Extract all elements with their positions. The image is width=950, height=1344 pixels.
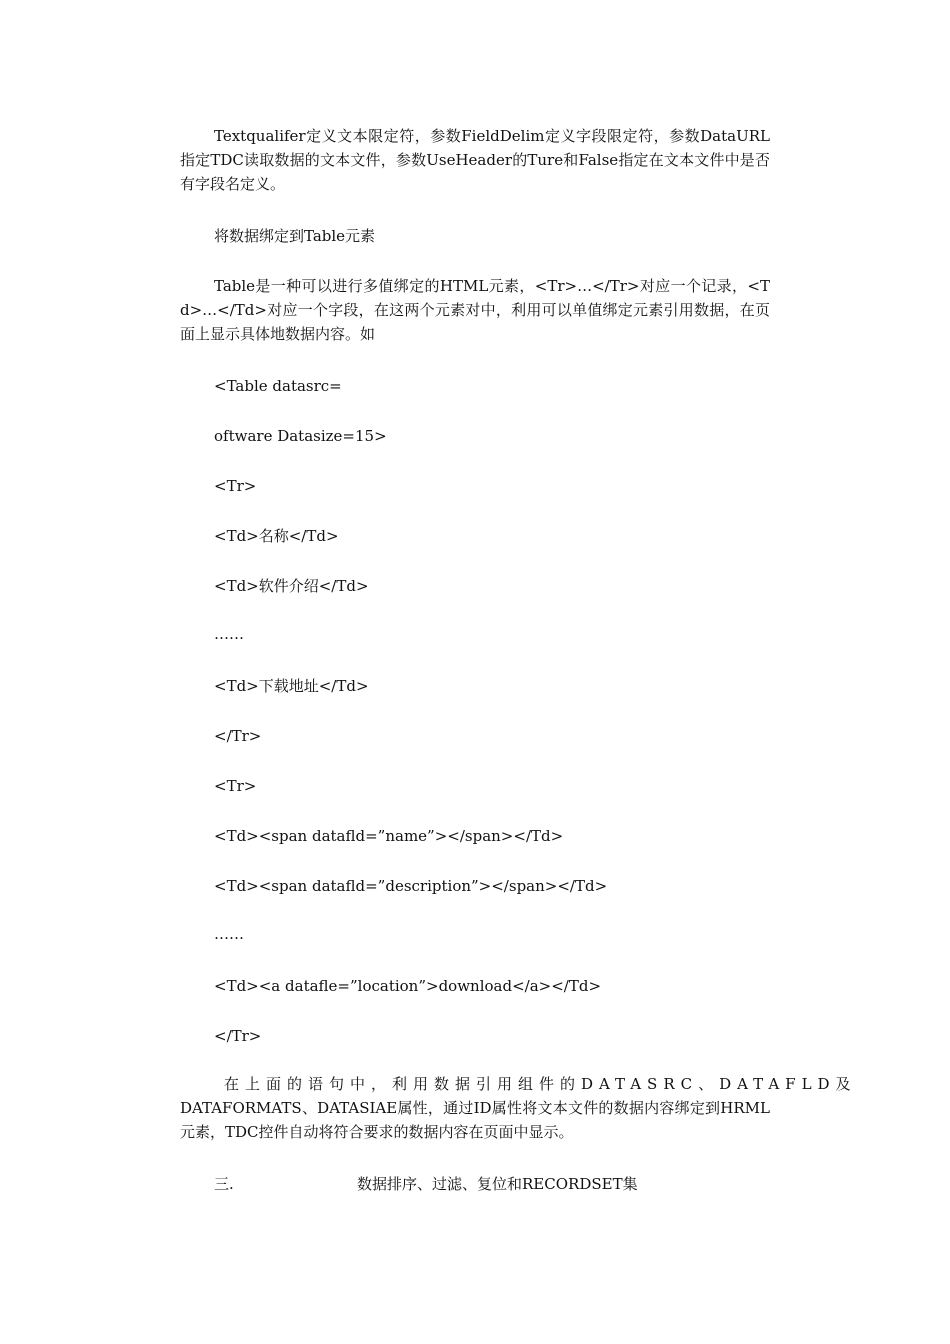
code-line: <Tr>	[214, 477, 257, 495]
section-title: 数据排序、过滤、复位和RECORDSET集	[357, 1175, 638, 1193]
code-line: <Table datasrc=	[214, 377, 342, 395]
code-line: <Td>软件介绍</Td>	[214, 577, 369, 595]
paragraph-summary-rest: DATAFORMATS、DATASIAE属性，通过ID属性将文本文件的数据内容绑定到HRML元素，TDC控件自动将符合要求的数据内容在页面中显示。	[180, 1099, 770, 1141]
code-line: </Tr>	[214, 1027, 262, 1045]
code-line: <Td><a datafle=”location”>download</a></Td>	[214, 977, 602, 995]
code-line: <Td>下载地址</Td>	[214, 677, 369, 695]
code-line: <Td>名称</Td>	[214, 527, 339, 545]
code-line: ……	[214, 925, 244, 943]
section-number: 三.	[214, 1175, 234, 1193]
paragraph-summary-first-line: 在上面的语句中，利用数据引用组件的DATASRC、DATAFLD及	[224, 1075, 857, 1093]
paragraph-table-description: Table是一种可以进行多值绑定的HTML元素，<Tr>…</Tr>对应一个记录，<Td>…</Td>对应一个字段，在这两个元素对中，利用可以单值绑定元素引用数据，在页面上显示具体地数据内容。如	[180, 277, 770, 343]
code-line: <Td><span datafld=”description”></span></Td>	[214, 877, 608, 895]
code-line: </Tr>	[214, 727, 262, 745]
paragraph-textqualifier: Textqualifer定义文本限定符，参数FieldDelim定义字段限定符，参数DataURL指定TDC读取数据的文本文件，参数UseHeader的Ture和False指定在文本文件中是否有字段名定义。	[180, 127, 770, 193]
code-line: ……	[214, 625, 244, 643]
code-line: <Td><span datafld=”name”></span></Td>	[214, 827, 564, 845]
code-line: oftware Datasize=15>	[214, 427, 387, 445]
paragraph-bind-table-title: 将数据绑定到Table元素	[214, 227, 376, 245]
code-line: <Tr>	[214, 777, 257, 795]
